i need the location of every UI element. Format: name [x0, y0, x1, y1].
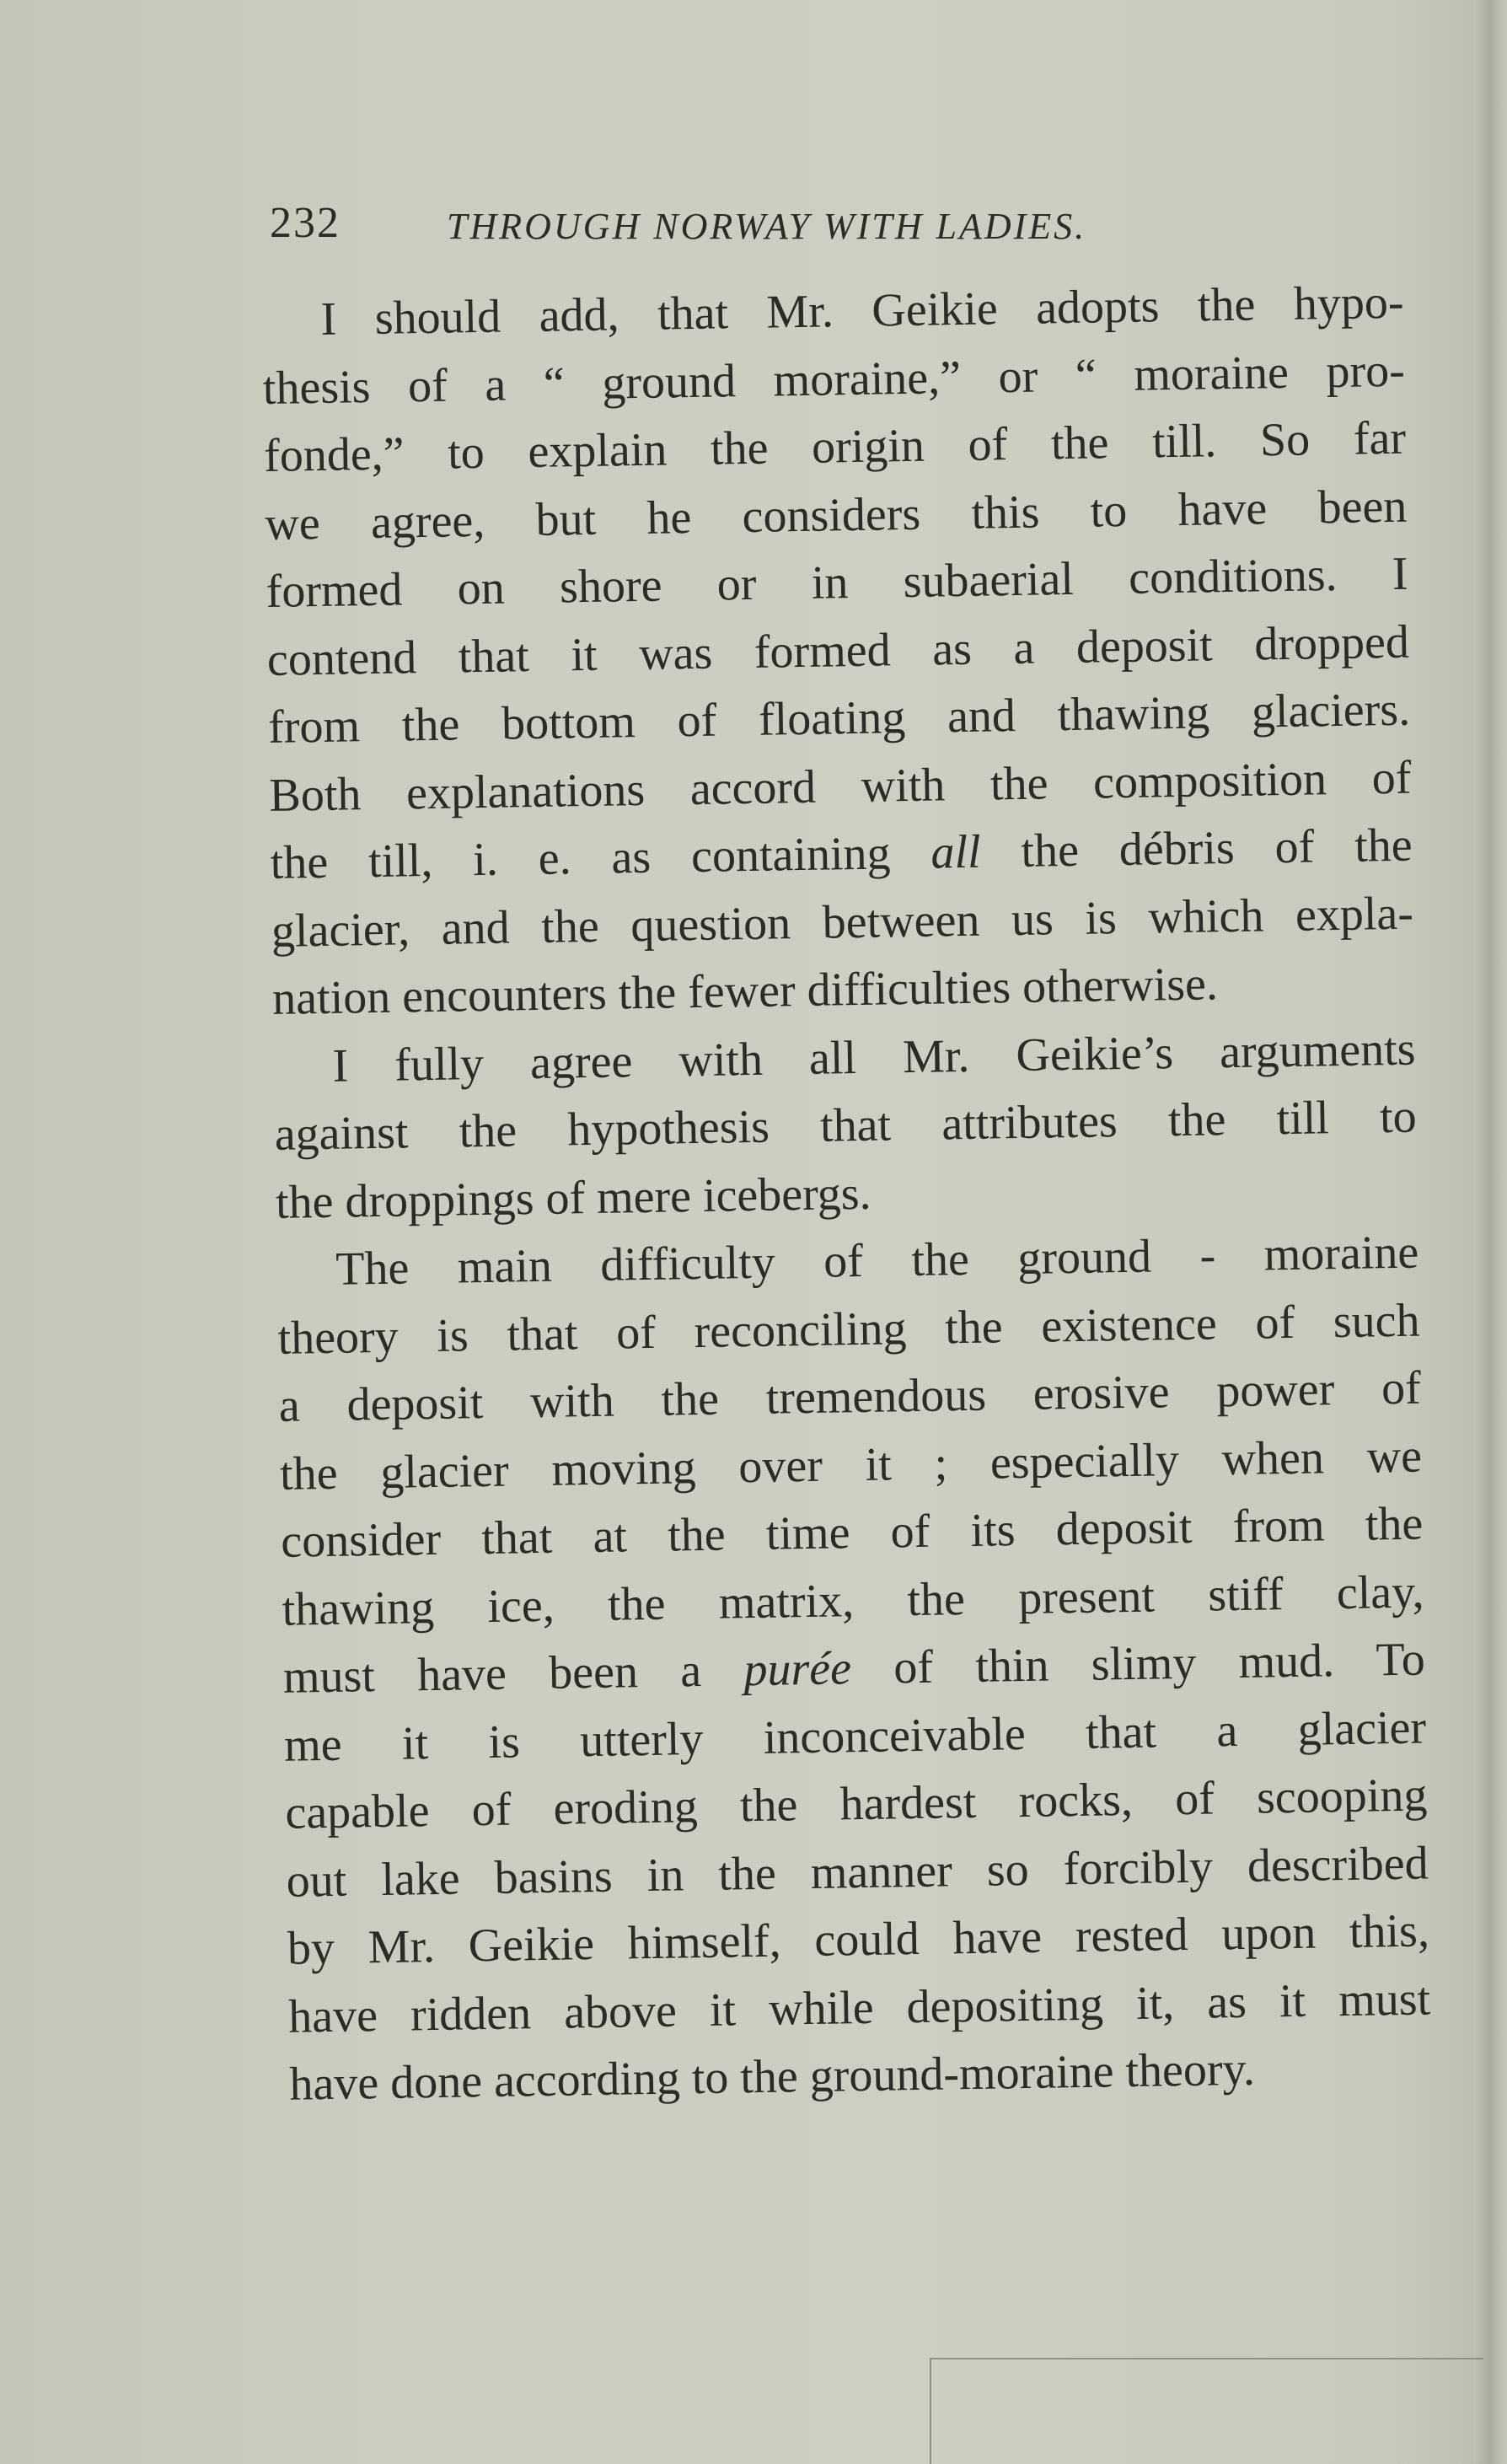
- text-line: contend that it was formed as a deposit dropped: [266, 615, 1410, 686]
- text-line: we agree, but he considers this to have been: [264, 480, 1408, 550]
- text-line: thesis of a “ ground moraine,” or “ moraine pro-: [262, 344, 1406, 415]
- text-run: must have been a: [282, 1645, 702, 1704]
- page-body: [261, 269, 1432, 2119]
- text-line: me it is utterly inconceivable that a glacier: [283, 1701, 1427, 1772]
- text-line: The main difficulty of the ground - moraine: [335, 1226, 1419, 1296]
- text-line: out lake basins in the manner so forcibly described: [286, 1836, 1429, 1908]
- text-line: by Mr. Geikie himself, could have rested upon this,: [287, 1904, 1430, 1975]
- text-line: I fully agree with all Mr. Geikie’s arguments: [332, 1023, 1416, 1092]
- page-number: 232: [270, 199, 341, 247]
- text-line: theory is that of reconciling the existence of such: [277, 1294, 1420, 1365]
- running-title: THROUGH NORWAY WITH LADIES.: [447, 206, 1087, 247]
- page-header: [270, 198, 1247, 257]
- tipped-in-paper-corner: [930, 2358, 931, 2464]
- text-run: the till, i. e. as containing: [270, 827, 891, 889]
- text-line: glacier, and the question between us is which expla-: [271, 887, 1414, 958]
- text-line: I should add, that Mr. Geikie adopts the hypo-: [320, 276, 1404, 346]
- page-edge: [1473, 0, 1507, 2464]
- text-line: the droppings of mere icebergs.: [275, 1167, 872, 1229]
- text-line: Both explanations accord with the composition of: [268, 751, 1412, 822]
- text-line: capable of eroding the hardest rocks, of scooping: [284, 1769, 1428, 1839]
- text-line: a deposit with the tremendous erosive power of: [278, 1361, 1422, 1432]
- italic-word: all: [930, 825, 982, 879]
- text-line: fonde,” to explain the origin of the till. So far: [263, 411, 1407, 482]
- text-line: nation encounters the fewer difficulties otherwise.: [271, 958, 1219, 1025]
- text-line: the glacier moving over it ; especially when we: [279, 1430, 1423, 1500]
- text-line: consider that at the time of its deposit from the: [280, 1497, 1424, 1568]
- text-line: have ridden above it while depositing it, as it must: [287, 1972, 1431, 2043]
- text-line: have done according to the ground-moraine theory.: [289, 2043, 1256, 2111]
- text-run: the débris of the: [1020, 819, 1413, 878]
- italic-word: purée: [743, 1642, 852, 1697]
- text-run: of thin slimy mud. To: [893, 1633, 1426, 1694]
- text-line: thawing ice, the matrix, the present stiff clay,: [282, 1565, 1424, 1636]
- text-line: against the hypothesis that attributes the till to: [274, 1090, 1418, 1161]
- tipped-in-paper-edge: [931, 2358, 1483, 2359]
- text-line: formed on shore or in subaerial conditions. I: [265, 547, 1409, 618]
- text-line: from the bottom of floating and thawing glaciers.: [267, 683, 1411, 754]
